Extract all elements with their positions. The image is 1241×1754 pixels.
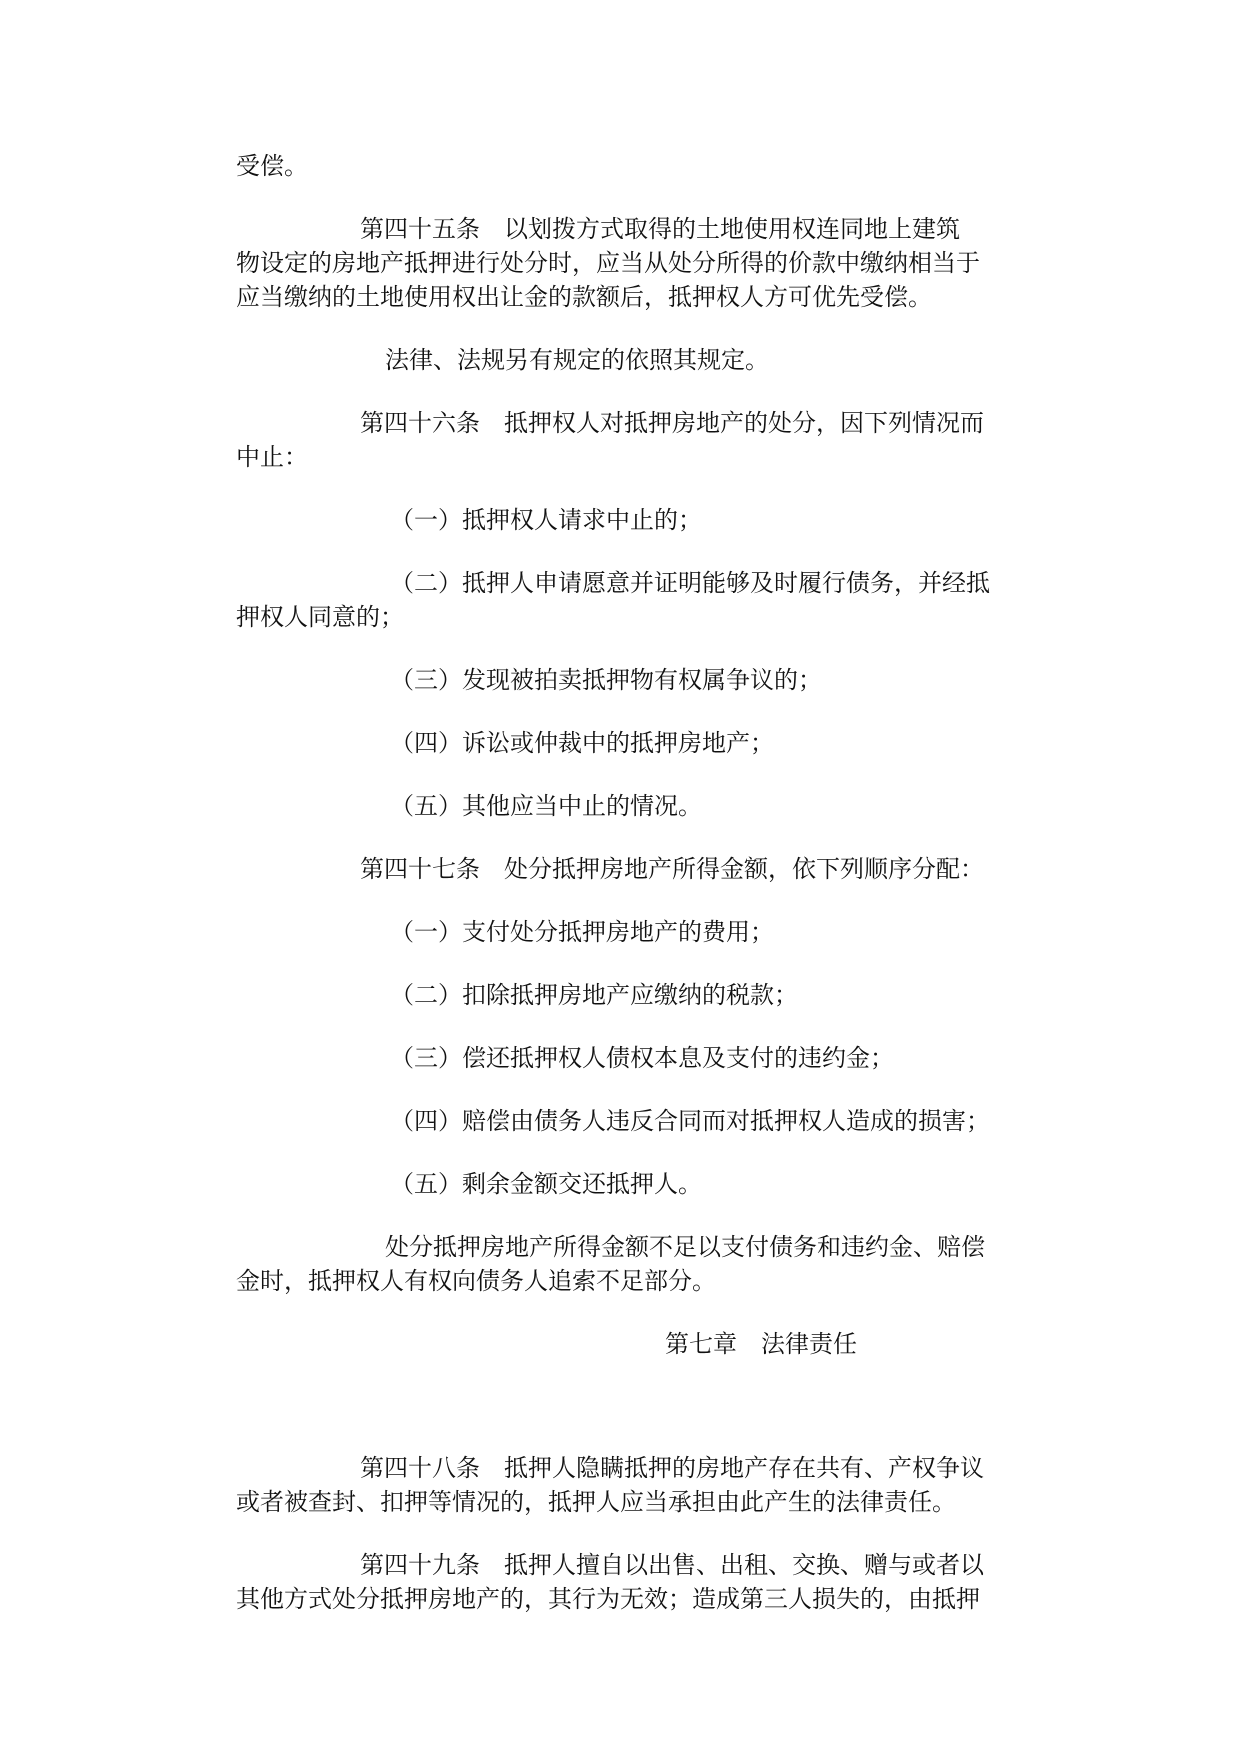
paragraph-line: 中止：: [236, 443, 308, 471]
article-48-heading-line: 第四十八条 抵押人隐瞒抵押的房地产存在共有、产权争议: [360, 1454, 984, 1482]
chapter-heading: 第七章 法律责任: [665, 1330, 857, 1358]
list-item: （一）抵押权人请求中止的；: [390, 506, 702, 534]
article-46-heading-line: 第四十六条 抵押权人对抵押房地产的处分，因下列情况而: [360, 409, 984, 437]
list-item: （二）扣除抵押房地产应缴纳的税款；: [390, 981, 798, 1009]
list-item: （一）支付处分抵押房地产的费用；: [390, 918, 774, 946]
list-item: （三）偿还抵押权人债权本息及支付的违约金；: [390, 1044, 894, 1072]
paragraph-line: 处分抵押房地产所得金额不足以支付债务和违约金、赔偿: [385, 1233, 985, 1261]
article-49-heading-line: 第四十九条 抵押人擅自以出售、出租、交换、赠与或者以: [360, 1551, 984, 1579]
list-item: （四）诉讼或仲裁中的抵押房地产；: [390, 729, 774, 757]
list-item: （五）剩余金额交还抵押人。: [390, 1170, 702, 1198]
paragraph-line: 应当缴纳的土地使用权出让金的款额后，抵押权人方可优先受偿。: [236, 283, 932, 311]
paragraph-line: 或者被查封、扣押等情况的，抵押人应当承担由此产生的法律责任。: [236, 1488, 956, 1516]
paragraph-line: 押权人同意的；: [236, 603, 404, 631]
article-45-heading-line: 第四十五条 以划拨方式取得的土地使用权连同地上建筑: [360, 215, 960, 243]
list-item: （三）发现被拍卖抵押物有权属争议的；: [390, 666, 822, 694]
paragraph-line: 法律、法规另有规定的依照其规定。: [385, 346, 769, 374]
paragraph-line: 物设定的房地产抵押进行处分时，应当从处分所得的价款中缴纳相当于: [236, 249, 980, 277]
article-47-heading-line: 第四十七条 处分抵押房地产所得金额，依下列顺序分配：: [360, 855, 984, 883]
list-item: （四）赔偿由债务人违反合同而对抵押权人造成的损害；: [390, 1107, 990, 1135]
paragraph-line: 金时，抵押权人有权向债务人追索不足部分。: [236, 1267, 716, 1295]
list-item: （五）其他应当中止的情况。: [390, 792, 702, 820]
list-item: （二）抵押人申请愿意并证明能够及时履行债务，并经抵: [390, 569, 990, 597]
paragraph-line: 其他方式处分抵押房地产的，其行为无效；造成第三人损失的，由抵押: [236, 1585, 980, 1613]
paragraph-line: 受偿。: [236, 152, 308, 180]
